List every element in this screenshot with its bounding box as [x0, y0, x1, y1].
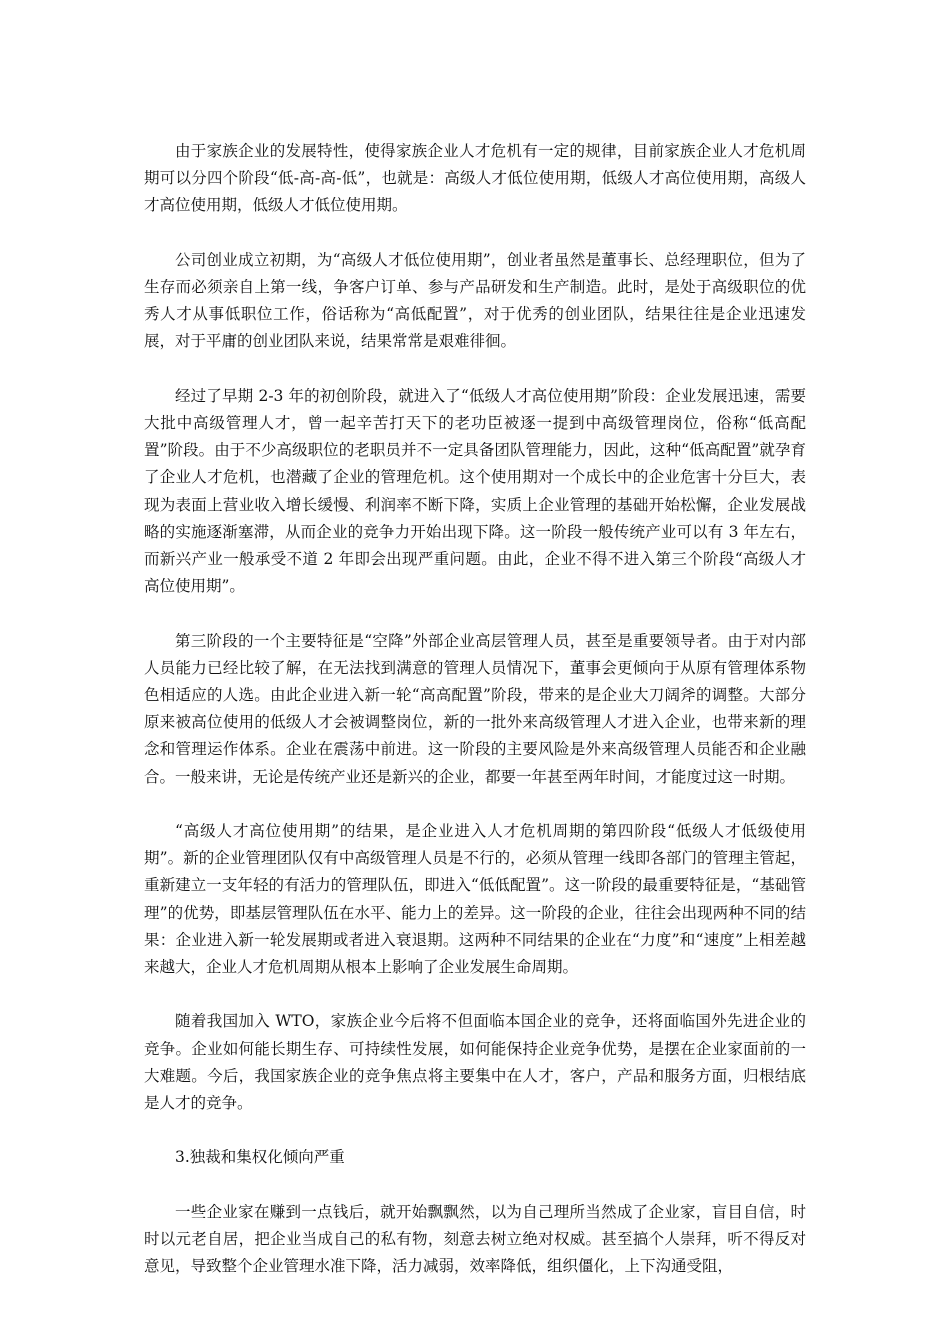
paragraph-crisis-cycle-intro: 由于家族企业的发展特性，使得家族企业人才危机有一定的规律，目前家族企业人才危机周期可以分四个阶段“低-高-高-低”，也就是：高级人才低位使用期，低级人才高位使用期，高级人才高位使用期，低级人才低位使用期。 — [144, 142, 806, 215]
paragraph-stage-one: 公司创业成立初期，为“高级人才低位使用期”，创业者虽然是董事长、总经理职位，但为了生存而必须亲自上第一线，争客户订单、参与产品研发和生产制造。此时，是处于高级职位的优秀人才从事低职位工作，俗话称为“高低配置”，对于优秀的创业团队，结果往往是企业迅速发展，对于平庸的创业团队来说，结果常常是艰难徘徊。 — [144, 250, 806, 351]
document-body — [144, 138, 806, 1308]
paragraph-autocracy: 一些企业家在赚到一点钱后，就开始飘飘然，以为自己理所当然成了企业家，盲目自信，时时以元老自居，把企业当成自己的私有物，刻意去树立绝对权威。甚至搞个人崇拜，听不得反对意见，导致整个企业管理水准下降，活力减弱，效率降低，组织僵化，上下沟通受阻， — [144, 1202, 806, 1276]
paragraph-wto-competition: 随着我国加入 WTO，家族企业今后将不但面临本国企业的竞争，还将面临国外先进企业的竞争。企业如何能长期生存、可持续性发展，如何能保持企业竞争优势，是摆在企业家面前的一大难题。今后，我国家族企业的竞争焦点将主要集中在人才，客户，产品和服务方面，归根结底是人才的竞争。 — [144, 1012, 806, 1113]
paragraph-stage-three: 第三阶段的一个主要特征是“空降”外部企业高层管理人员，甚至是重要领导者。由于对内部人员能力已经比较了解，在无法找到满意的管理人员情况下，董事会更倾向于从原有管理体系物色相适应的人选。由此企业进入新一轮“高高配置”阶段，带来的是企业大刀阔斧的调整。大部分原来被高位使用的低级人才会被调整岗位，新的一批外来高级管理人才进入企业，也带来新的理念和管理运作体系。企业在震荡中前进。这一阶段的主要风险是外来高级管理人员能否和企业融合。一般来讲，无论是传统产业还是新兴的企业，都要一年甚至两年时间，才能度过这一时期。 — [144, 631, 806, 786]
paragraph-stage-four: “高级人才高位使用期”的结果，是企业进入人才危机周期的第四阶段“低级人才低级使用期”。新的企业管理团队仅有中高级管理人员是不行的，必须从管理一线即各部门的管理主管起，重新建立一支年轻的有活力的管理队伍，即进入“低低配置”。这一阶段的最重要特征是，“基础管理”的优势，即基层管理队伍在水平、能力上的差异。这一阶段的企业，往往会出现两种不同的结果：企业进入新一轮发展期或者进入衰退期。这两种不同结果的企业在“力度”和“速度”上相差越来越大，企业人才危机周期从根本上影响了企业发展生命周期。 — [144, 822, 806, 977]
paragraph-stage-two: 经过了早期 2-3 年的初创阶段，就进入了“低级人才高位使用期”阶段：企业发展迅速，需要大批中高级管理人才，曾一起辛苦打天下的老功臣被逐一提到中高级管理岗位，俗称“低高配置”阶段。由于不少高级职位的老职员并不一定具备团队管理能力，因此，这种“低高配置”就孕育了企业人才危机，也潜藏了企业的管理危机。这个使用期对一个成长中的企业危害十分巨大，表现为表面上营业收入增长缓慢、利润率不断下降，实质上企业管理的基础开始松懈，企业发展战略的实施逐渐塞滞，从而企业的竞争力开始出现下降。这一阶段一般传统产业可以有 3 年左右，而新兴产业一般承受不道 2 年即会出现严重问题。由此，企业不得不进入第三个阶段“高级人才高位使用期”。 — [144, 386, 806, 596]
section-heading: 3.独裁和集权化倾向严重 — [175, 1148, 345, 1167]
